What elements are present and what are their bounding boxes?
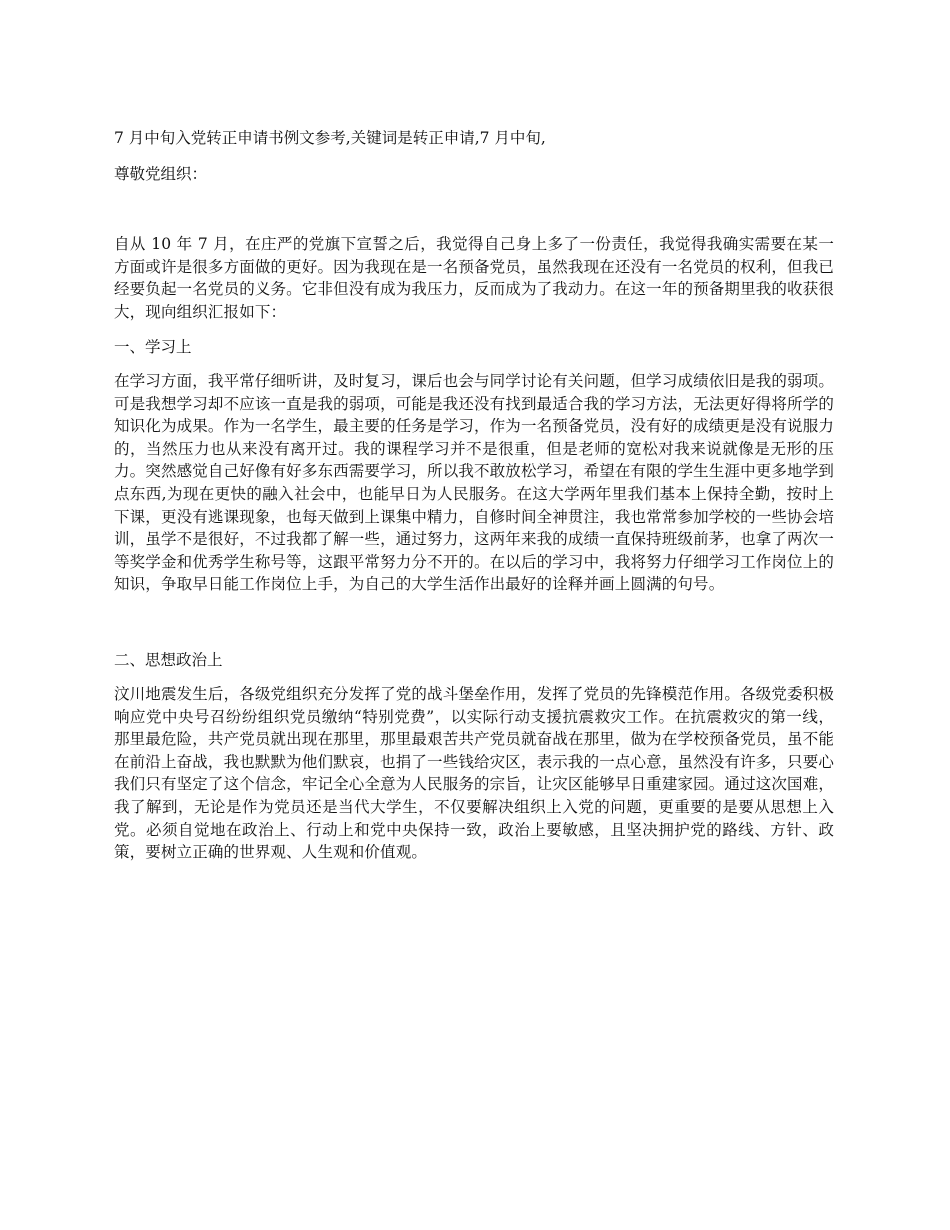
salutation: 尊敬党组织：: [114, 165, 208, 183]
document-title-line: 7 月中旬入党转正申请书例文参考,关键词是转正申请,7 月中旬,: [114, 129, 546, 147]
section-body-politics: 汶川地震发生后，各级党组织充分发挥了党的战斗堡垒作用，发挥了党员的先锋模范作用。各级党委积极响应党中央号召纷纷组织党员缴纳“特别党费”，以实际行动支援抗震救灾工作。在抗震救灾的第一线，那里最危险，共产党员就出现在那里，那里最艰苦共产党员就奋战在那里，做为在学校预备党员，虽不能在前沿上奋战，我也默默为他们默哀，也捐了一些钱给灾区，表示我的一点心意，虽然没有许多，只要心我们只有坚定了这个信念，牢记全心全意为人民服务的宗旨，让灾区能够早日重建家园。通过这次国难，我了解到，无论是作为党员还是当代大学生，不仅要解决组织上入党的问题，更重要的是要从思想上入党。必须自觉地在政治上、行动上和党中央保持一致，政治上要敏感，且坚决拥护党的路线、方针、政策，要树立正确的世界观、人生观和价值观。: [114, 685, 834, 862]
section-heading-study: 一、学习上: [114, 338, 192, 356]
section-body-study: 在学习方面，我平常仔细听讲，及时复习，课后也会与同学讨论有关问题，但学习成绩依旧是我的弱项。可是我想学习却不应该一直是我的弱项，可能是我还没有找到最适合我的学习方法，无法更好得将所学的知识化为成果。作为一名学生，最主要的任务是学习，作为一名预备党员，没有好的成绩更是没有说服力的，当然压力也从来没有离开过。我的课程学习并不是很重，但是老师的宽松对我来说就像是无形的压力。突然感觉自己好像有好多东西需要学习，所以我不敢放松学习，希望在有限的学生生涯中更多地学到点东西,为现在更快的融入社会中，也能早日为人民服务。在这大学两年里我们基本上保持全勤，按时上下课，更没有逃课现象，也每天做到上课集中精力，自修时间全神贯注，我也常常参加学校的一些协会培训，虽学不是很好，不过我都了解一些，通过努力，这两年来我的成绩一直保持班级前茅，也拿了两次一等奖学金和优秀学生称号等，这跟平常努力分不开的。在以后的学习中，我将努力仔细学习工作岗位上的知识，争取早日能工作岗位上手，为自己的大学生活作出最好的诠释并画上圆满的句号。: [114, 372, 834, 594]
section-heading-politics: 二、思想政治上: [114, 651, 223, 669]
intro-paragraph: 自从 10 年 7 月，在庄严的党旗下宣誓之后，我觉得自己身上多了一份责任，我觉得我确实需要在某一方面或许是很多方面做的更好。因为我现在是一名预备党员，虽然我现在还没有一名党员的权利，但我已经要负起一名党员的义务。它非但没有成为我压力，反而成为了我动力。在这一年的预备期里我的收获很大，现向组织汇报如下：: [114, 235, 834, 321]
